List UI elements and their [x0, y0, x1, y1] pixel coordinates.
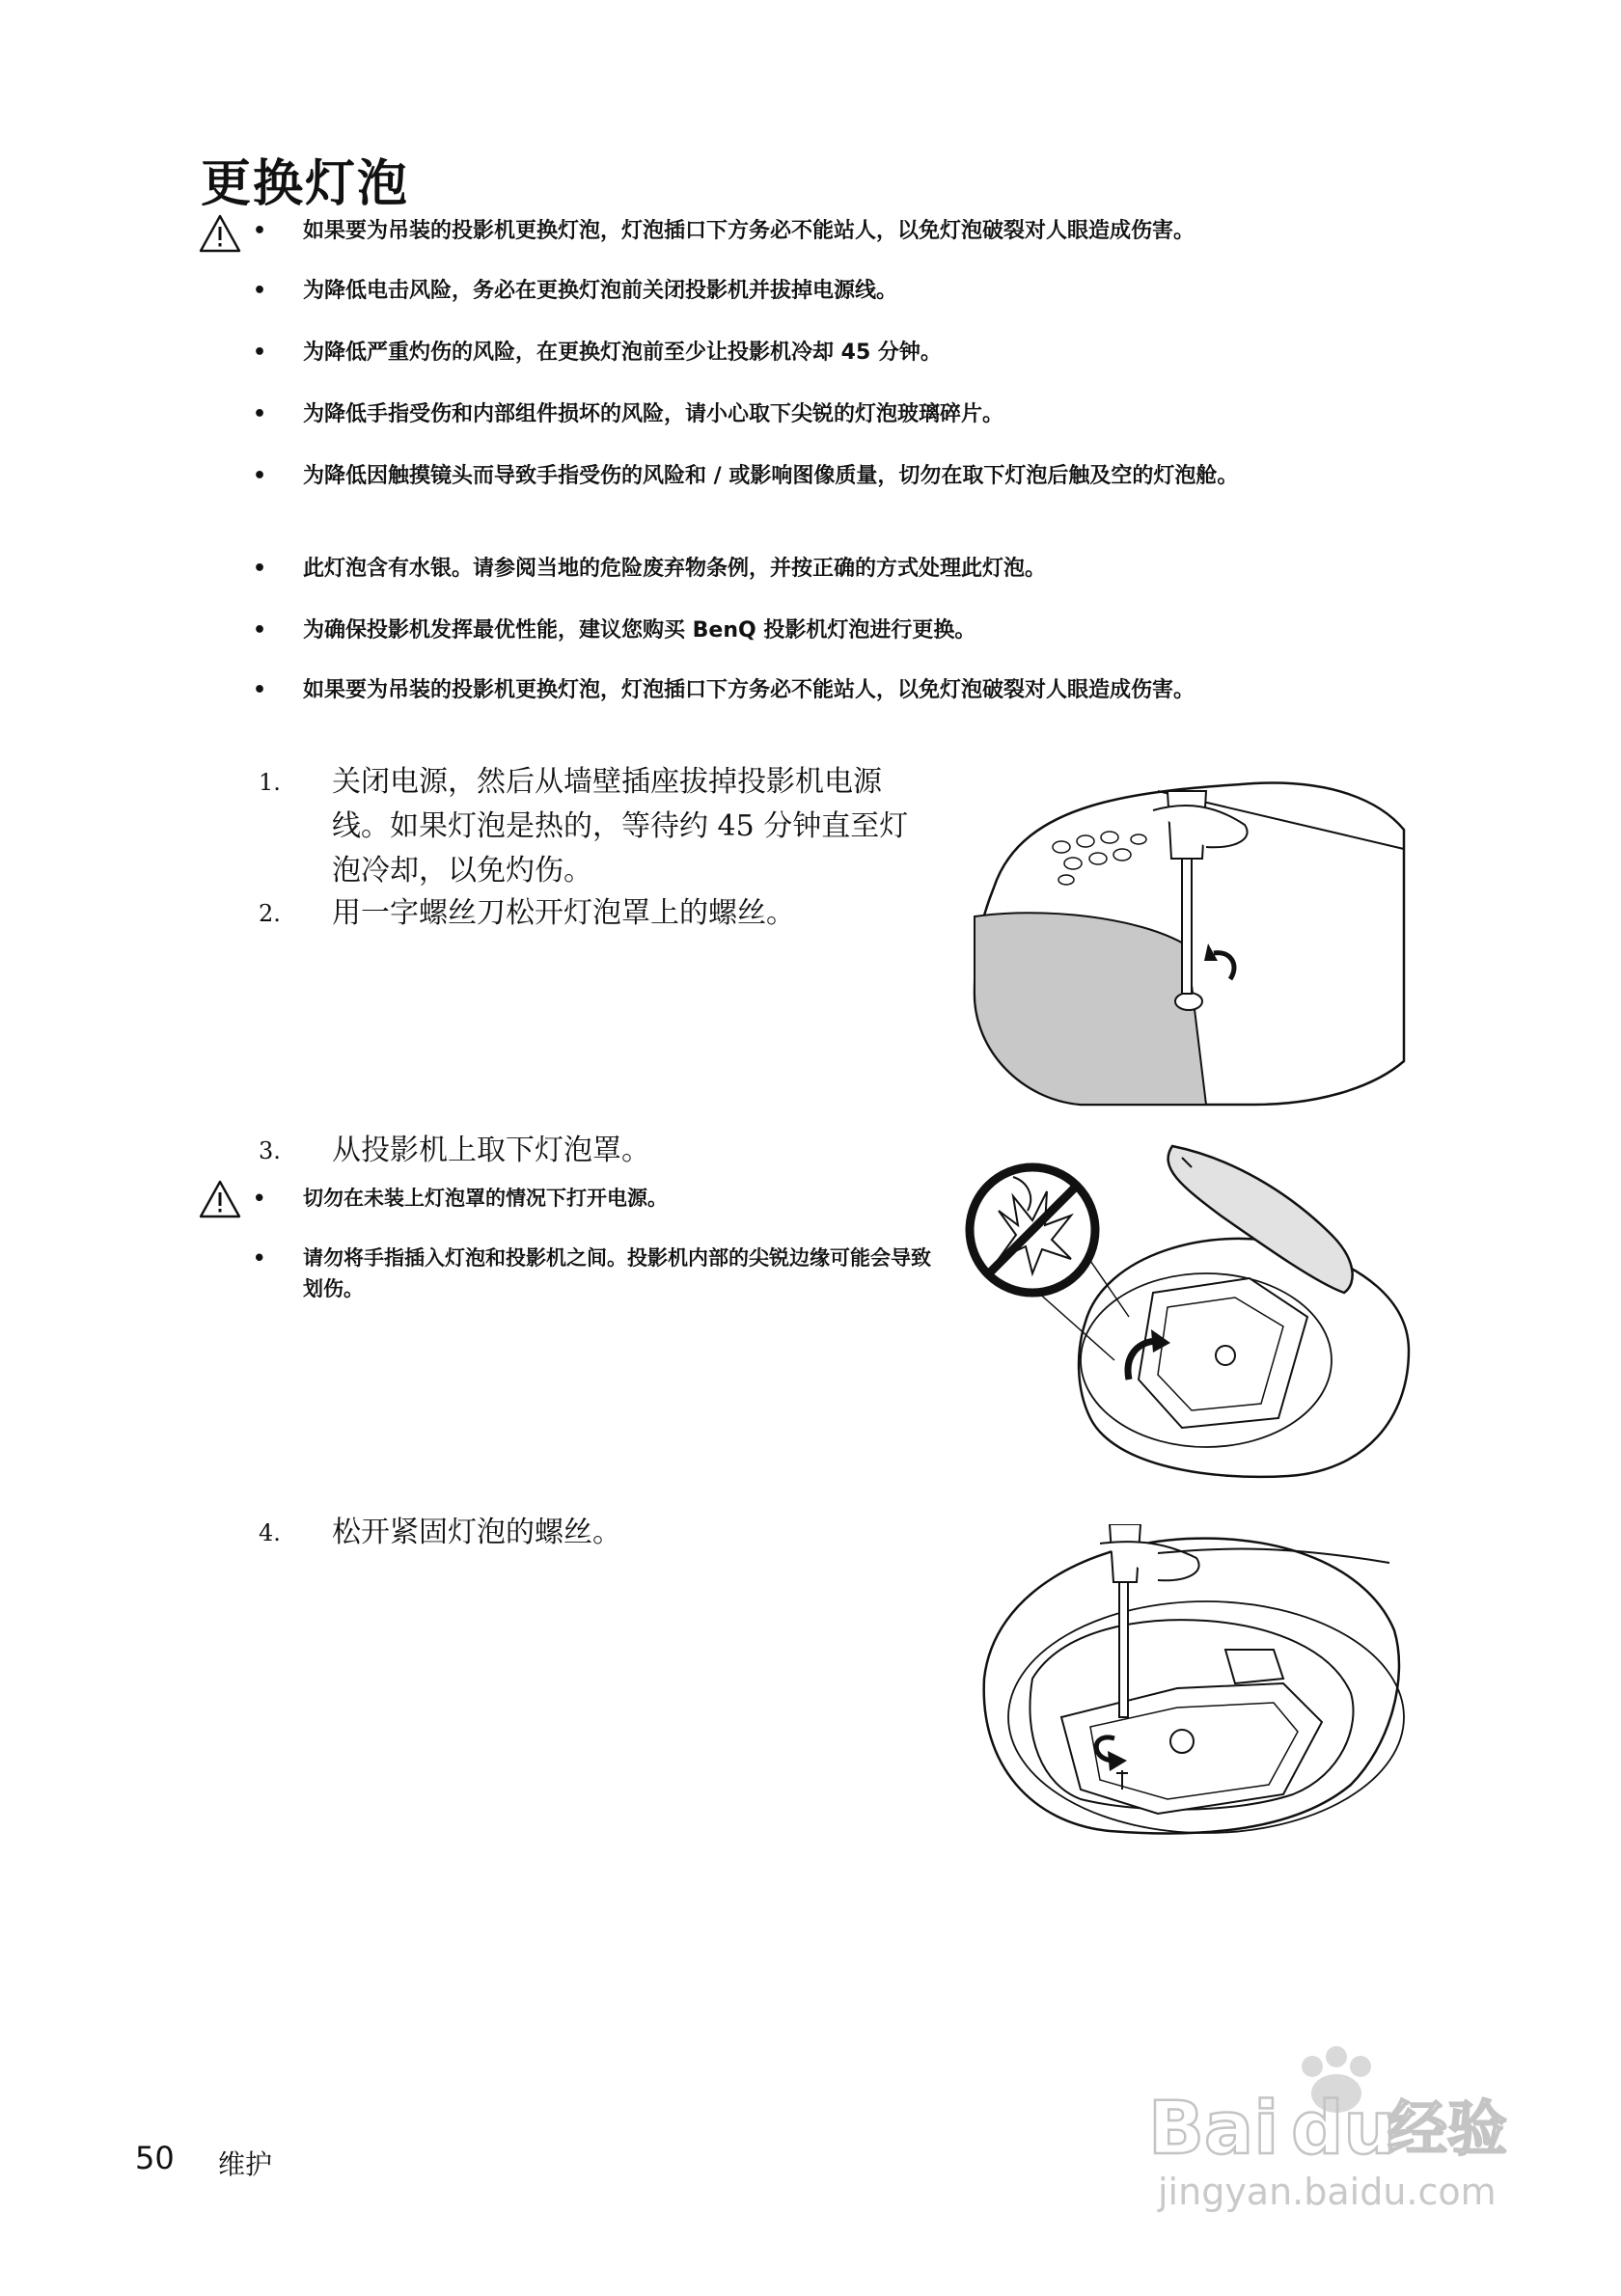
- step-4: 4. 松开紧固灯泡的螺丝。: [259, 1516, 621, 1549]
- warning-triangle-icon: [198, 213, 242, 254]
- watermark-brand: Bai: [1148, 2085, 1279, 2171]
- step-3: 3. 从投影机上取下灯泡罩。: [259, 1134, 650, 1167]
- warning-triangle-icon: [198, 1179, 242, 1219]
- watermark-suffix: 经验: [1387, 2093, 1508, 2164]
- page-number: 50: [135, 2140, 175, 2176]
- watermark-brand-du: du: [1291, 2085, 1396, 2171]
- step-2: 2. 用一字螺丝刀松开灯泡罩上的螺丝。: [259, 896, 795, 930]
- step-3-warning-list: • 切勿在未装上灯泡罩的情况下打开电源。 • 请勿将手指插入灯泡和投影机之间。投影机内部的尖锐边缘可能会导致划伤。: [253, 1187, 931, 1300]
- illustration-loosen-cover-screw: [965, 772, 1409, 1109]
- illustration-loosen-lamp-screw: [965, 1524, 1409, 1843]
- warning-list: • 如果要为吊装的投影机更换灯泡，灯泡插口下方务必不能站人，以免灯泡破裂对人眼造成伤害。 • 为降低电击风险，务必在更换灯泡前关闭投影机并拔掉电源线。 • 为降低严重灼伤的风险，在更换灯泡前至少让投影机冷却 45 分钟。 • 为降低手指受伤和内部组件损坏的风险，请小心取下尖锐的灯泡玻璃碎片。 • 为降低因触摸镜头而导致手指受伤的风险和 / 或影响图像质量，切勿在取下灯泡后触及空的灯泡舱。 • 此灯泡含有水银。请参阅当地的危险废弃物条例，并按正确的方式处理此灯泡。 • 为确保投影机发挥最优性能，建议您购买 BenQ 投影机灯泡进行更换。 • 如果要为吊装的投影机更换灯泡，灯泡插口下方务必不能站人，以免灯泡破裂对人眼造成伤害。: [253, 219, 1239, 702]
- step-1: 1. 关闭电源，然后从墙壁插座拔掉投影机电源线。如果灯泡是热的，等待约 45 分钟直至灯泡冷却，以免灼伤。: [259, 765, 909, 888]
- baidu-watermark: [1148, 2036, 1534, 2228]
- section-label: 维护: [218, 2148, 273, 2180]
- illustration-remove-cover: [960, 1138, 1414, 1486]
- watermark-url: jingyan.baidu.com: [1158, 2171, 1497, 2213]
- page-title: 更换灯泡: [201, 155, 410, 213]
- prohibition-icon: [970, 1167, 1095, 1293]
